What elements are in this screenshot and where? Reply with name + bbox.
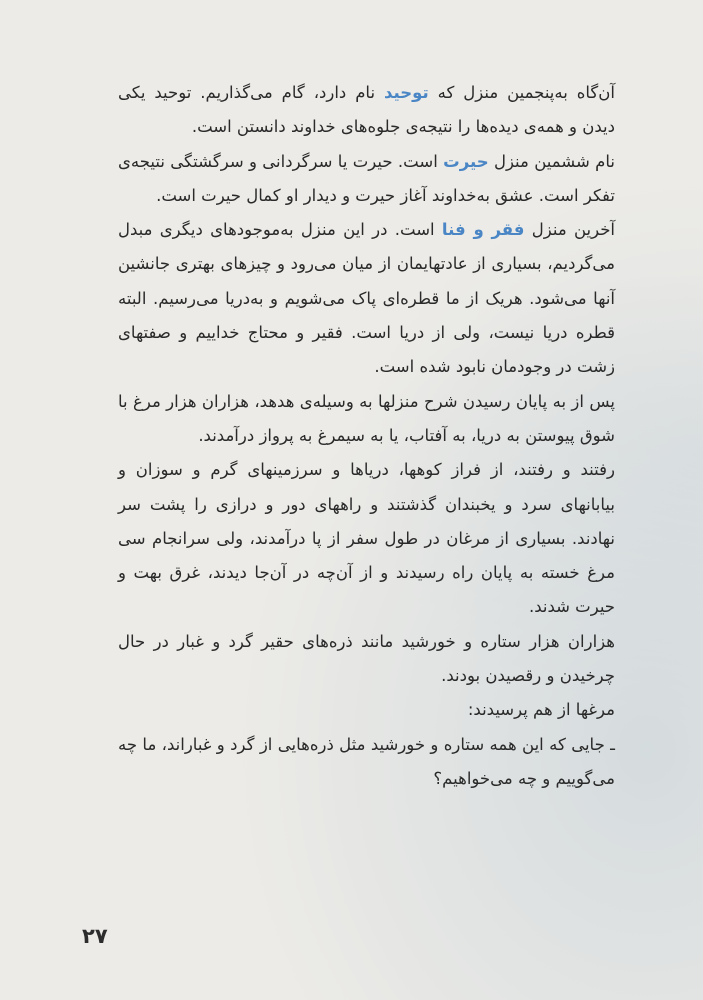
paragraph-text: آخرین منزل xyxy=(524,220,615,240)
paragraph-text: است. در این منزل به‌موجودهای دیگری مبدل می‌گردیم، بسیاری از عادتهایمان از میان می‌رود و چیزهای بهتری جانشین آنها می‌شود. هریک از ما قطره‌ای پاک می‌شویم و به‌دریا می‌رسیم. البته قطره دریا نیست، ولی از دریا است. فقیر و محتاج خداییم و صفتهای زشت در وجودمان نابود شده است. xyxy=(118,220,615,377)
page-number: ۲۷ xyxy=(82,924,108,948)
paragraph-tawhid xyxy=(118,76,615,145)
keyword-faqr-fana: فقر و فنا xyxy=(441,220,525,240)
body-text xyxy=(118,76,615,796)
paragraph-birds-asked: مرغها از هم پرسیدند: xyxy=(467,700,615,720)
paragraph-text: است. حیرت یا سرگردانی و سرگشتگی نتیجه‌ی تفکر است. عشق به‌خداوند آغاز حیرت و دیدار او کمال حیرت است. xyxy=(118,151,615,205)
paragraph-hoopoe: پس از به پایان رسیدن شرح منزلها به وسیله‌ی هدهد، هزاران هزار مرغ با شوق پیوستن به دریا، به آفتاب، یا به سیمرغ به پرواز درآمدند. xyxy=(118,391,615,445)
paragraph-text: نام دارد، گام می‌گذاریم. توحید یکی دیدن و همه‌ی دیده‌ها را نتیجه‌ی جلوه‌های خداوند دانستن است. xyxy=(118,83,615,137)
paragraph-heyrat xyxy=(118,145,615,214)
paragraph-text: آن‌گاه به‌پنجمین منزل که xyxy=(428,83,615,102)
paragraph-stars: هزاران هزار ستاره و خورشید مانند ذره‌های حقیر گرد و غبار در حال چرخیدن و رقصیدن بودند. xyxy=(118,631,615,686)
paragraph-question: ـ جایی که این همه ستاره و خورشید مثل ذره‌هایی از گرد و غباراند، ما چه می‌گوییم و چه می‌خواهیم؟ xyxy=(118,734,615,788)
paragraph-faqr-fana xyxy=(118,213,615,384)
paragraph-text: نام ششمین منزل xyxy=(488,151,615,171)
keyword-heyrat: حیرت xyxy=(443,151,489,171)
keyword-tawhid: توحید xyxy=(383,83,429,102)
paragraph-journey: رفتند و رفتند، از فراز کوهها، دریاها و سرزمینهای گرم و سوزان و بیابانهای سرد و یخبندان گذشتند و راههای دور و درازی را پشت سر نهادند. بسیاری از مرغان در طول سفر از پا درآمدند، ولی سرانجام سی مرغ خسته به پایان راه رسیدند و از آن‌چه در آن‌جا دیدند، غرق بهت و حیرت شدند. xyxy=(118,460,615,617)
